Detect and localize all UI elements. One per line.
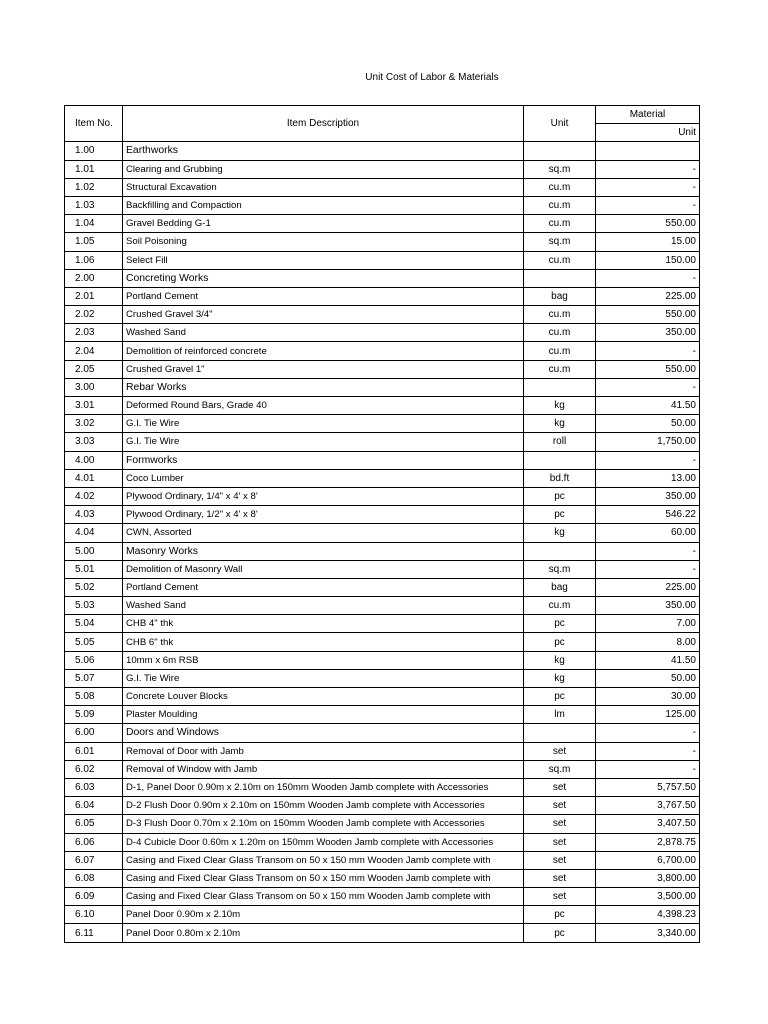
unit-cell: kg [524, 397, 596, 415]
unit-cell [524, 378, 596, 396]
material-unit-cost-cell: 125.00 [596, 706, 700, 724]
table-row [65, 815, 700, 833]
material-unit-cost-cell: 3,340.00 [596, 924, 700, 942]
unit-cell [524, 142, 596, 160]
table-row [65, 869, 700, 887]
table-row [65, 342, 700, 360]
item-description-cell: Panel Door 0.80m x 2.10m [123, 924, 524, 942]
item-number-cell: 4.02 [65, 487, 123, 505]
item-number-cell: 4.01 [65, 469, 123, 487]
material-unit-cost-cell: 4,398.23 [596, 906, 700, 924]
item-description-cell: D-2 Flush Door 0.90m x 2.10m on 150mm Wooden Jamb complete with Accessories [123, 797, 524, 815]
unit-cell: pc [524, 615, 596, 633]
unit-cell: set [524, 851, 596, 869]
item-number-cell: 5.07 [65, 669, 123, 687]
item-number-cell: 5.08 [65, 688, 123, 706]
item-number-cell: 2.00 [65, 269, 123, 287]
item-description-cell: Removal of Door with Jamb [123, 742, 524, 760]
page-title: Unit Cost of Labor & Materials [365, 72, 499, 83]
item-description-cell: Demolition of Masonry Wall [123, 560, 524, 578]
item-number-cell: 3.03 [65, 433, 123, 451]
material-unit-cost-cell: 225.00 [596, 578, 700, 596]
item-description-cell: Panel Door 0.90m x 2.10m [123, 906, 524, 924]
unit-cell: cu.m [524, 306, 596, 324]
item-description-cell: CHB 6" thk [123, 633, 524, 651]
material-unit-cost-cell: 50.00 [596, 415, 700, 433]
unit-cell: cu.m [524, 324, 596, 342]
header-item-no: Item No. [65, 106, 123, 142]
item-description-cell: Masonry Works [123, 542, 524, 560]
table-row [65, 688, 700, 706]
item-number-cell: 5.01 [65, 560, 123, 578]
material-unit-cost-cell: 3,767.50 [596, 797, 700, 815]
unit-cell [524, 269, 596, 287]
item-number-cell: 6.03 [65, 778, 123, 796]
item-description-cell: Deformed Round Bars, Grade 40 [123, 397, 524, 415]
table-row [65, 778, 700, 796]
item-description-cell: Soil Poisoning [123, 233, 524, 251]
item-description-cell: Demolition of reinforced concrete [123, 342, 524, 360]
table-row [65, 160, 700, 178]
item-number-cell: 6.09 [65, 888, 123, 906]
unit-cell: set [524, 742, 596, 760]
item-number-cell: 6.07 [65, 851, 123, 869]
table-row [65, 669, 700, 687]
unit-cell: sq.m [524, 560, 596, 578]
item-description-cell: Coco Lumber [123, 469, 524, 487]
unit-cell [524, 451, 596, 469]
item-description-cell: Concreting Works [123, 269, 524, 287]
item-description-cell: Gravel Bedding G-1 [123, 215, 524, 233]
table-row [65, 651, 700, 669]
item-description-cell: Casing and Fixed Clear Glass Transom on 50 x 150 mm Wooden Jamb complete with [123, 869, 524, 887]
material-unit-cost-cell: 350.00 [596, 487, 700, 505]
item-number-cell: 1.00 [65, 142, 123, 160]
material-unit-cost-cell [596, 142, 700, 160]
header-material: Material [596, 106, 700, 124]
item-number-cell: 1.03 [65, 196, 123, 214]
material-unit-cost-cell: - [596, 724, 700, 742]
item-number-cell: 1.02 [65, 178, 123, 196]
table-row [65, 615, 700, 633]
table-row [65, 906, 700, 924]
table-row [65, 797, 700, 815]
header-unit: Unit [524, 106, 596, 142]
item-description-cell: Select Fill [123, 251, 524, 269]
table-row [65, 215, 700, 233]
item-description-cell: Washed Sand [123, 597, 524, 615]
item-number-cell: 6.02 [65, 760, 123, 778]
item-number-cell: 4.04 [65, 524, 123, 542]
item-description-cell: Earthworks [123, 142, 524, 160]
item-description-cell: Plywood Ordinary, 1/2" x 4' x 8' [123, 506, 524, 524]
section-row [65, 142, 700, 160]
material-unit-cost-cell: - [596, 542, 700, 560]
item-number-cell: 1.01 [65, 160, 123, 178]
item-description-cell: Doors and Windows [123, 724, 524, 742]
item-number-cell: 5.09 [65, 706, 123, 724]
item-number-cell: 5.00 [65, 542, 123, 560]
material-unit-cost-cell: 550.00 [596, 360, 700, 378]
material-unit-cost-cell: 550.00 [596, 306, 700, 324]
item-description-cell: Formworks [123, 451, 524, 469]
item-number-cell: 3.01 [65, 397, 123, 415]
table-row [65, 324, 700, 342]
unit-cell: bag [524, 287, 596, 305]
table-row [65, 415, 700, 433]
header-material-unit: Unit [596, 124, 700, 142]
item-description-cell: Rebar Works [123, 378, 524, 396]
table-row [65, 178, 700, 196]
material-unit-cost-cell: 3,500.00 [596, 888, 700, 906]
item-description-cell: 10mm x 6m RSB [123, 651, 524, 669]
item-description-cell: D-1, Panel Door 0.90m x 2.10m on 150mm Wooden Jamb complete with Accessories [123, 778, 524, 796]
cost-table [64, 105, 700, 943]
item-number-cell: 3.02 [65, 415, 123, 433]
material-unit-cost-cell: - [596, 560, 700, 578]
unit-cell: pc [524, 633, 596, 651]
header-item-description: Item Description [123, 106, 524, 142]
item-number-cell: 2.01 [65, 287, 123, 305]
material-unit-cost-cell: 7.00 [596, 615, 700, 633]
item-number-cell: 2.05 [65, 360, 123, 378]
item-number-cell: 3.00 [65, 378, 123, 396]
unit-cell: pc [524, 487, 596, 505]
item-number-cell: 4.03 [65, 506, 123, 524]
item-number-cell: 1.05 [65, 233, 123, 251]
item-description-cell: Crushed Gravel 3/4" [123, 306, 524, 324]
item-number-cell: 6.10 [65, 906, 123, 924]
section-row [65, 451, 700, 469]
unit-cell [524, 542, 596, 560]
unit-cell: cu.m [524, 251, 596, 269]
table-row [65, 560, 700, 578]
unit-cell: set [524, 869, 596, 887]
item-number-cell: 2.03 [65, 324, 123, 342]
table-row [65, 506, 700, 524]
item-number-cell: 1.04 [65, 215, 123, 233]
unit-cell: sq.m [524, 233, 596, 251]
item-description-cell: Removal of Window with Jamb [123, 760, 524, 778]
unit-cell: pc [524, 906, 596, 924]
unit-cell: lm [524, 706, 596, 724]
table-row [65, 888, 700, 906]
table-row [65, 924, 700, 942]
material-unit-cost-cell: - [596, 378, 700, 396]
item-description-cell: D-3 Flush Door 0.70m x 2.10m on 150mm Wooden Jamb complete with Accessories [123, 815, 524, 833]
material-unit-cost-cell: - [596, 451, 700, 469]
unit-cell: kg [524, 651, 596, 669]
item-number-cell: 6.06 [65, 833, 123, 851]
material-unit-cost-cell: 8.00 [596, 633, 700, 651]
item-description-cell: Clearing and Grubbing [123, 160, 524, 178]
section-row [65, 724, 700, 742]
unit-cell: set [524, 778, 596, 796]
section-row [65, 542, 700, 560]
item-number-cell: 2.02 [65, 306, 123, 324]
item-number-cell: 6.00 [65, 724, 123, 742]
unit-cell: kg [524, 524, 596, 542]
unit-cell: set [524, 833, 596, 851]
table-row [65, 306, 700, 324]
material-unit-cost-cell: 225.00 [596, 287, 700, 305]
material-unit-cost-cell: 550.00 [596, 215, 700, 233]
table-row [65, 196, 700, 214]
unit-cell: roll [524, 433, 596, 451]
material-unit-cost-cell: 15.00 [596, 233, 700, 251]
item-number-cell: 6.05 [65, 815, 123, 833]
material-unit-cost-cell: 3,800.00 [596, 869, 700, 887]
item-description-cell: Plywood Ordinary, 1/4" x 4' x 8' [123, 487, 524, 505]
item-number-cell: 6.08 [65, 869, 123, 887]
item-description-cell: Concrete Louver Blocks [123, 688, 524, 706]
item-number-cell: 5.02 [65, 578, 123, 596]
item-description-cell: G.I. Tie Wire [123, 415, 524, 433]
material-unit-cost-cell: - [596, 196, 700, 214]
item-description-cell: CWN, Assorted [123, 524, 524, 542]
table-row [65, 706, 700, 724]
material-unit-cost-cell: 41.50 [596, 397, 700, 415]
table-row [65, 360, 700, 378]
material-unit-cost-cell: - [596, 269, 700, 287]
item-description-cell: D-4 Cubicle Door 0.60m x 1.20m on 150mm Wooden Jamb complete with Accessories [123, 833, 524, 851]
material-unit-cost-cell: 13.00 [596, 469, 700, 487]
unit-cell: pc [524, 506, 596, 524]
section-row [65, 378, 700, 396]
item-number-cell: 6.11 [65, 924, 123, 942]
material-unit-cost-cell: - [596, 342, 700, 360]
table-row [65, 742, 700, 760]
unit-cell: set [524, 815, 596, 833]
unit-cell: sq.m [524, 760, 596, 778]
unit-cell: cu.m [524, 342, 596, 360]
unit-cell: set [524, 888, 596, 906]
item-description-cell: Portland Cement [123, 287, 524, 305]
unit-cell: pc [524, 924, 596, 942]
unit-cell: cu.m [524, 196, 596, 214]
material-unit-cost-cell: - [596, 742, 700, 760]
unit-cell: kg [524, 669, 596, 687]
material-unit-cost-cell: 150.00 [596, 251, 700, 269]
material-unit-cost-cell: - [596, 160, 700, 178]
item-description-cell: Casing and Fixed Clear Glass Transom on 50 x 150 mm Wooden Jamb complete with [123, 851, 524, 869]
table-row [65, 524, 700, 542]
material-unit-cost-cell: 2,878.75 [596, 833, 700, 851]
item-description-cell: G.I. Tie Wire [123, 669, 524, 687]
unit-cell: sq.m [524, 160, 596, 178]
unit-cell: cu.m [524, 360, 596, 378]
material-unit-cost-cell: 50.00 [596, 669, 700, 687]
material-unit-cost-cell: 5,757.50 [596, 778, 700, 796]
table-row [65, 251, 700, 269]
material-unit-cost-cell: - [596, 178, 700, 196]
table-row [65, 469, 700, 487]
header-row [65, 106, 700, 124]
item-description-cell: Washed Sand [123, 324, 524, 342]
item-number-cell: 2.04 [65, 342, 123, 360]
table-row [65, 597, 700, 615]
item-description-cell: Plaster Moulding [123, 706, 524, 724]
unit-cell: pc [524, 688, 596, 706]
unit-cell: bag [524, 578, 596, 596]
table-row [65, 397, 700, 415]
item-number-cell: 4.00 [65, 451, 123, 469]
item-description-cell: G.I. Tie Wire [123, 433, 524, 451]
item-description-cell: Casing and Fixed Clear Glass Transom on 50 x 150 mm Wooden Jamb complete with [123, 888, 524, 906]
table-row [65, 433, 700, 451]
item-description-cell: Structural Excavation [123, 178, 524, 196]
item-number-cell: 6.04 [65, 797, 123, 815]
item-number-cell: 5.04 [65, 615, 123, 633]
material-unit-cost-cell: 350.00 [596, 324, 700, 342]
material-unit-cost-cell: 6,700.00 [596, 851, 700, 869]
material-unit-cost-cell: 3,407.50 [596, 815, 700, 833]
item-description-cell: Backfilling and Compaction [123, 196, 524, 214]
item-number-cell: 5.05 [65, 633, 123, 651]
table-row [65, 833, 700, 851]
material-unit-cost-cell: 60.00 [596, 524, 700, 542]
table-row [65, 578, 700, 596]
item-number-cell: 1.06 [65, 251, 123, 269]
item-description-cell: Crushed Gravel 1" [123, 360, 524, 378]
item-number-cell: 5.06 [65, 651, 123, 669]
item-number-cell: 5.03 [65, 597, 123, 615]
unit-cell: kg [524, 415, 596, 433]
unit-cell: cu.m [524, 178, 596, 196]
unit-cell [524, 724, 596, 742]
item-description-cell: Portland Cement [123, 578, 524, 596]
item-number-cell: 6.01 [65, 742, 123, 760]
unit-cell: cu.m [524, 597, 596, 615]
material-unit-cost-cell: 1,750.00 [596, 433, 700, 451]
table-row [65, 633, 700, 651]
unit-cell: cu.m [524, 215, 596, 233]
material-unit-cost-cell: - [596, 760, 700, 778]
material-unit-cost-cell: 350.00 [596, 597, 700, 615]
unit-cell: bd.ft [524, 469, 596, 487]
table-row [65, 851, 700, 869]
material-unit-cost-cell: 41.50 [596, 651, 700, 669]
unit-cell: set [524, 797, 596, 815]
material-unit-cost-cell: 546.22 [596, 506, 700, 524]
section-row [65, 269, 700, 287]
table-row [65, 233, 700, 251]
table-row [65, 287, 700, 305]
table-row [65, 760, 700, 778]
item-description-cell: CHB 4" thk [123, 615, 524, 633]
material-unit-cost-cell: 30.00 [596, 688, 700, 706]
table-row [65, 487, 700, 505]
